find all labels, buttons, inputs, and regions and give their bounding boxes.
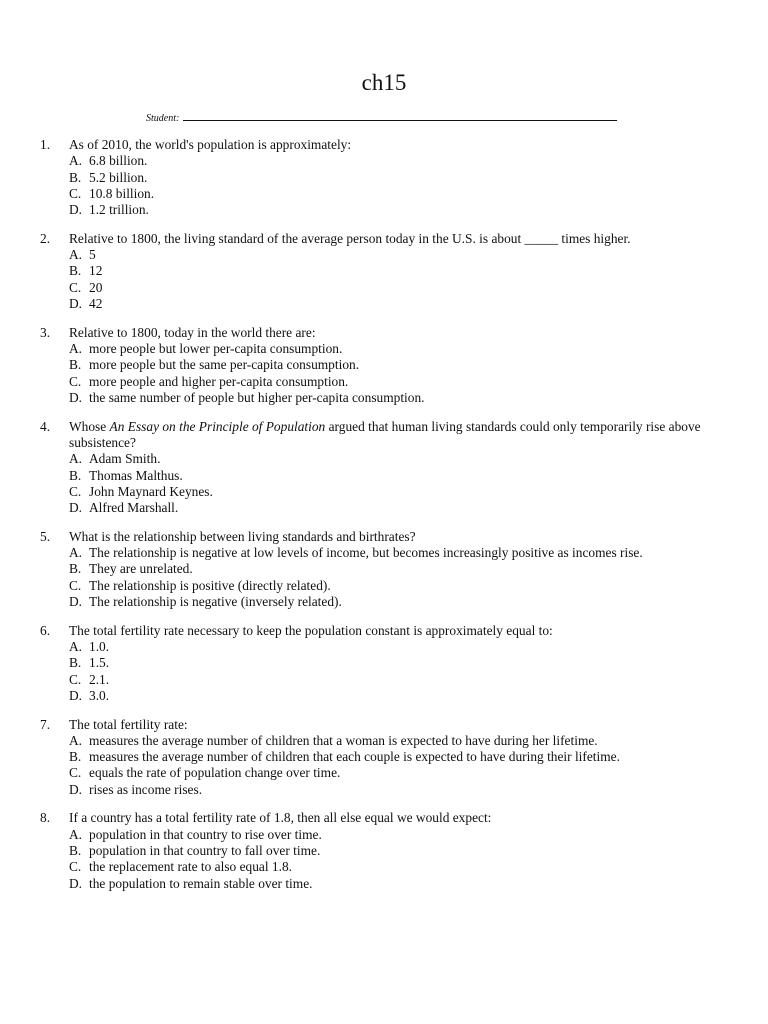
option-text: equals the rate of population change over time. [89,765,341,781]
option-text: The relationship is positive (directly related). [89,577,331,593]
answer-option-d[interactable] [69,782,710,798]
question-6 [40,623,710,704]
option-text: population in that country to rise over time. [89,826,322,842]
option-letter: A. [69,341,83,357]
answer-option-a[interactable] [69,153,710,169]
option-text: 2.1. [89,671,110,687]
option-letter: D. [69,781,83,797]
question-number: 6. [40,622,51,638]
option-text: 6.8 billion. [89,153,148,169]
option-letter: C. [69,671,82,687]
question-stem: The total fertility rate: [69,716,188,732]
question-2 [40,231,710,312]
option-text: 1.5. [89,655,110,671]
question-stem: Relative to 1800, the living standard of the average person today in the U.S. is about _____ times higher. [69,230,631,246]
option-text: Adam Smith. [89,451,161,467]
option-letter: B. [69,467,82,483]
student-field [146,111,617,125]
answer-option-d[interactable] [69,296,710,312]
option-text: 20 [89,279,103,295]
stem-text: Whose [69,418,110,434]
option-text: 12 [89,263,103,279]
option-text: the population to remain stable over time. [89,875,313,891]
answer-option-b[interactable] [69,749,710,765]
question-list [40,137,710,904]
option-text: rises as income rises. [89,781,203,797]
answer-option-d[interactable] [69,390,710,406]
question-number: 2. [40,230,51,246]
option-letter: D. [69,389,83,405]
page-title: ch15 [361,70,407,95]
question-stem: The total fertility rate necessary to keep the population constant is approximately equal to: [69,622,553,638]
answer-option-c[interactable] [69,484,710,500]
option-letter: C. [69,483,82,499]
option-letter: B. [69,749,82,765]
student-label: Student: [146,113,180,124]
option-letter: D. [69,202,83,218]
answer-option-b[interactable] [69,655,710,671]
question-4 [40,419,710,517]
option-text: 1.0. [89,638,110,654]
option-letter: C. [69,859,82,875]
answer-option-d[interactable] [69,594,710,610]
option-text: They are unrelated. [89,561,193,577]
question-number: 8. [40,810,51,826]
option-letter: D. [69,593,83,609]
question-3 [40,325,710,406]
question-number: 4. [40,418,51,434]
option-letter: B. [69,843,82,859]
answer-option-b[interactable] [69,357,710,373]
option-letter: C. [69,765,82,781]
answer-option-a[interactable] [69,451,710,467]
question-stem: If a country has a total fertility rate of 1.8, then all else equal we would expect: [69,810,492,826]
answer-option-b[interactable] [69,170,710,186]
stem-text: argued that human living standards could only temporarily rise above subsistence? [69,418,701,450]
book-title: An Essay on the Principle of Population [109,418,326,434]
answer-option-a[interactable] [69,639,710,655]
option-text: John Maynard Keynes. [89,483,213,499]
question-7 [40,717,710,798]
option-letter: C. [69,373,82,389]
option-text: the same number of people but higher per-capita consumption. [89,389,425,405]
option-text: Alfred Marshall. [89,500,179,516]
answer-option-c[interactable] [69,280,710,296]
option-text: more people but the same per-capita consumption. [89,357,360,373]
question-number: 3. [40,324,51,340]
question-number: 7. [40,716,51,732]
option-letter: D. [69,687,83,703]
answer-option-c[interactable] [69,578,710,594]
question-8 [40,810,710,891]
option-letter: B. [69,169,82,185]
option-letter: A. [69,638,83,654]
answer-option-c[interactable] [69,859,710,875]
option-letter: B. [69,655,82,671]
option-letter: D. [69,500,83,516]
answer-option-a[interactable] [69,545,710,561]
question-stem: As of 2010, the world's population is approximately: [69,137,352,152]
option-letter: D. [69,875,83,891]
option-text: The relationship is negative (inversely related). [89,593,342,609]
option-text: more people and higher per-capita consumption. [89,373,349,389]
answer-option-c[interactable] [69,374,710,390]
option-text: population in that country to fall over time. [89,843,321,859]
option-letter: C. [69,577,82,593]
answer-option-c[interactable] [69,186,710,202]
question-number: 1. [40,137,51,152]
answer-option-a[interactable] [69,247,710,263]
answer-option-d[interactable] [69,202,710,218]
answer-option-c[interactable] [69,672,710,688]
option-letter: A. [69,545,83,561]
answer-option-b[interactable] [69,561,710,577]
option-text: 5.2 billion. [89,169,148,185]
option-letter: C. [69,185,82,201]
option-letter: A. [69,451,83,467]
option-text: 5 [89,247,96,263]
option-text: The relationship is negative at low levels of income, but becomes increasingly positive as incomes rise. [89,545,643,561]
option-text: measures the average number of children that each couple is expected to have during their lifetime. [89,749,620,765]
option-text: Thomas Malthus. [89,467,183,483]
option-letter: D. [69,296,83,312]
answer-option-d[interactable] [69,876,710,892]
question-stem [69,419,710,452]
option-letter: C. [69,279,82,295]
answer-option-b[interactable] [69,263,710,279]
question-stem: What is the relationship between living standards and birthrates? [69,528,416,544]
option-letter: A. [69,153,83,169]
option-text: 10.8 billion. [89,185,155,201]
answer-option-b[interactable] [69,468,710,484]
answer-option-b[interactable] [69,843,710,859]
option-text: 1.2 trillion. [89,202,149,218]
answer-option-a[interactable] [69,827,710,843]
option-letter: B. [69,357,82,373]
option-text: measures the average number of children that a woman is expected to have during her lifetime. [89,732,598,748]
question-stem: Relative to 1800, today in the world there are: [69,324,316,340]
option-letter: A. [69,247,83,263]
answer-option-c[interactable] [69,765,710,781]
option-text: 3.0. [89,687,110,703]
answer-option-a[interactable] [69,733,710,749]
answer-option-a[interactable] [69,341,710,357]
answer-option-d[interactable] [69,688,710,704]
option-letter: B. [69,263,82,279]
option-letter: A. [69,732,83,748]
student-name-blank[interactable] [183,111,617,121]
question-5 [40,529,710,610]
answer-option-d[interactable] [69,500,710,516]
option-text: more people but lower per-capita consumption. [89,341,343,357]
option-letter: A. [69,826,83,842]
question-1 [40,137,710,218]
question-number: 5. [40,528,51,544]
option-letter: B. [69,561,82,577]
option-text: 42 [89,296,103,312]
option-text: the replacement rate to also equal 1.8. [89,859,293,875]
